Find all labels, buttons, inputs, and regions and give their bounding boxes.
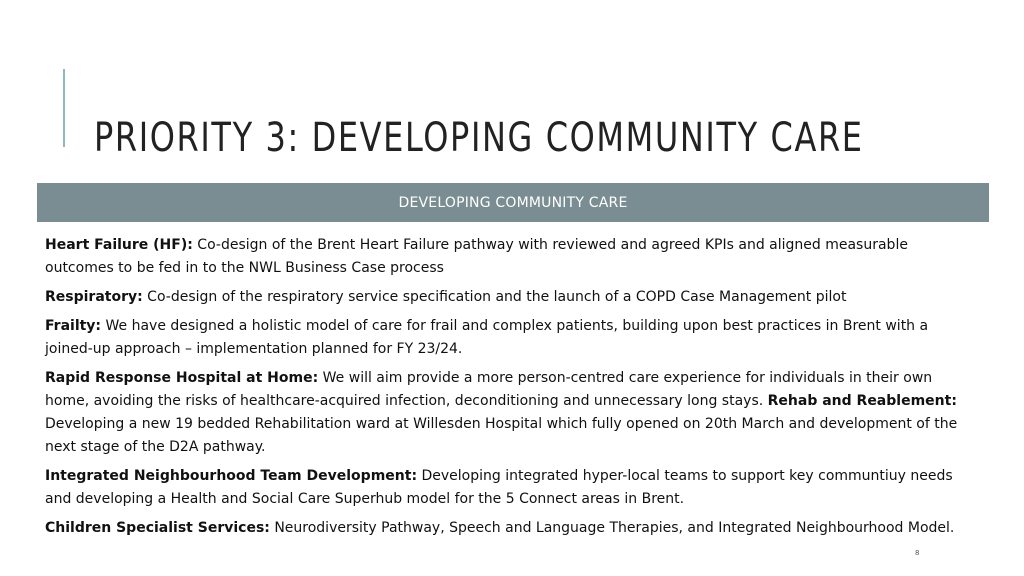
item-heart-failure <box>45 234 975 280</box>
item-heading: Children Specialist Services: <box>45 520 270 536</box>
item-text: Co-design of the respiratory service specification and the launch of a COPD Case Management pilot <box>142 289 847 305</box>
item-rapid-response <box>45 367 975 459</box>
item-text: Neurodiversity Pathway, Speech and Language Therapies, and Integrated Neighbourhood Model. <box>269 520 955 536</box>
item-text: Developing integrated hyper-local teams to support key communtiuy needs and developing a Health and Social Care Superhub model for the 5 Connect areas in Brent. <box>45 468 953 507</box>
section-header-band <box>37 183 989 222</box>
item-heading: Heart Failure (HF): <box>45 237 193 253</box>
item-children-services <box>45 517 975 540</box>
item-heading: Respiratory: <box>45 289 143 305</box>
item-respiratory <box>45 286 975 309</box>
title-accent-line <box>63 69 65 147</box>
item-heading-rehab: Rehab and Reablement: <box>767 393 957 409</box>
content-body <box>45 234 975 546</box>
item-text-rehab: Developing a new 19 bedded Rehabilitation ward at Willesden Hospital which fully opened on 20th March and development of the next stage of the D2A pathway. <box>45 416 958 455</box>
item-heading: Frailty: <box>45 318 102 334</box>
item-heading: Rapid Response Hospital at Home: <box>45 370 319 386</box>
item-frailty <box>45 315 975 361</box>
item-integrated-neighbourhood <box>45 465 975 511</box>
item-heading: Integrated Neighbourhood Team Development: <box>45 468 418 484</box>
slide-title: PRIORITY 3: DEVELOPING COMMUNITY CARE <box>94 115 864 161</box>
item-text: We will aim provide a more person-centred care experience for individuals in their own home, avoiding the risks of healthcare-acquired infection, deconditioning and unnecessary long stays. <box>45 370 933 409</box>
section-header-label: DEVELOPING COMMUNITY CARE <box>398 194 628 211</box>
item-text: We have designed a holistic model of care for frail and complex patients, building upon best practices in Brent with a joined-up approach – implementation planned for FY 23/24. <box>45 318 929 357</box>
item-text: Co-design of the Brent Heart Failure pathway with reviewed and agreed KPIs and aligned measurable outcomes to be fed in to the NWL Business Case process <box>45 237 908 276</box>
page-number: 8 <box>915 549 920 557</box>
